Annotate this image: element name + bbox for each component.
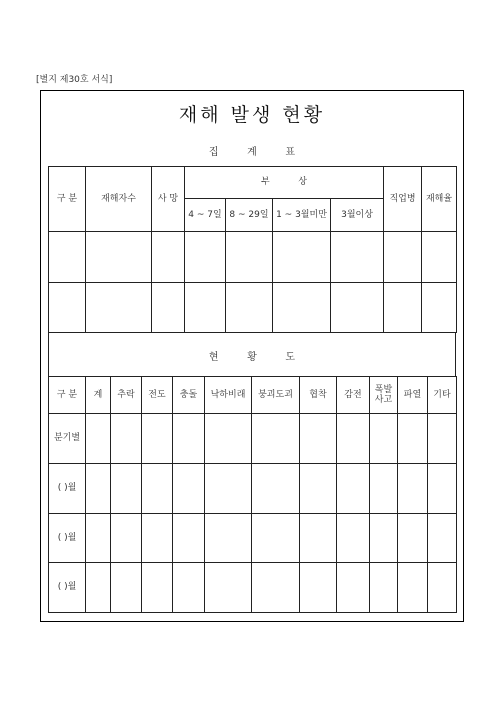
cell <box>205 514 252 563</box>
header-victims: 재해자수 <box>86 167 152 232</box>
cell <box>152 283 185 333</box>
cell <box>422 232 457 283</box>
header-other: 기타 <box>428 377 457 414</box>
cell <box>111 464 142 514</box>
cell <box>422 283 457 333</box>
cell <box>142 514 173 563</box>
summary-table <box>48 166 457 333</box>
cell <box>337 563 370 613</box>
cell <box>337 414 370 464</box>
cell <box>86 414 111 464</box>
cell <box>398 414 428 464</box>
row-label: 분기별 <box>49 414 86 464</box>
cell <box>370 563 398 613</box>
header-collision: 충돌 <box>173 377 205 414</box>
header-caught-in: 협착 <box>300 377 337 414</box>
cell <box>337 514 370 563</box>
cell <box>49 283 86 333</box>
cell <box>273 232 331 283</box>
cell <box>300 563 337 613</box>
cell <box>252 414 300 464</box>
cell <box>370 414 398 464</box>
status-caption: 현 황 도 <box>208 352 296 363</box>
cell <box>428 563 457 613</box>
header-overturn: 전도 <box>142 377 173 414</box>
cell <box>86 283 152 333</box>
cell <box>398 563 428 613</box>
form-title: 재해 발생 현황 <box>178 104 326 126</box>
row-label: ( )월 <box>49 514 86 563</box>
cell <box>86 514 111 563</box>
cell <box>86 563 111 613</box>
cell <box>331 232 384 283</box>
cell <box>300 414 337 464</box>
cell <box>331 283 384 333</box>
cell <box>384 232 422 283</box>
cell <box>252 514 300 563</box>
row-label: ( )월 <box>49 563 86 613</box>
cell <box>300 514 337 563</box>
summary-row <box>49 283 457 333</box>
cell <box>300 464 337 514</box>
cell <box>173 514 205 563</box>
cell <box>370 514 398 563</box>
header-injury-4-7days: 4 ~ 7일 <box>185 199 226 232</box>
summary-caption: 집 계 표 <box>208 147 296 158</box>
cell <box>252 563 300 613</box>
cell <box>205 563 252 613</box>
cell <box>428 464 457 514</box>
header-injury: 부 상 <box>185 167 384 199</box>
header-explosion: 폭발 사고 <box>370 377 398 414</box>
header-death: 사 망 <box>152 167 185 232</box>
header-total: 계 <box>86 377 111 414</box>
header-injury-8-29days: 8 ~ 29일 <box>226 199 273 232</box>
header-gubun: 구 분 <box>49 167 86 232</box>
cell <box>86 232 152 283</box>
cell <box>185 283 226 333</box>
header-falling-object: 낙하비래 <box>205 377 252 414</box>
cell <box>173 563 205 613</box>
status-row-month <box>49 563 457 613</box>
header-injury-1-3months: 1 ~ 3월미만 <box>273 199 331 232</box>
cell <box>111 414 142 464</box>
cell <box>86 464 111 514</box>
header-collapse: 붕괴도괴 <box>252 377 300 414</box>
header-fall: 추락 <box>111 377 142 414</box>
cell <box>152 232 185 283</box>
status-header-row <box>49 377 457 414</box>
cell <box>185 232 226 283</box>
cell <box>205 414 252 464</box>
form-number-label: [별지 제30호 서식] <box>36 75 113 85</box>
cell <box>428 414 457 464</box>
status-table <box>48 376 457 613</box>
status-row-month <box>49 464 457 514</box>
cell <box>142 464 173 514</box>
header-electric-shock: 감전 <box>337 377 370 414</box>
cell <box>226 232 273 283</box>
header-rupture: 파열 <box>398 377 428 414</box>
cell <box>173 464 205 514</box>
header-occupational-disease: 직업병 <box>384 167 422 232</box>
header-gubun: 구 분 <box>49 377 86 414</box>
cell <box>173 414 205 464</box>
cell <box>142 563 173 613</box>
cell <box>252 464 300 514</box>
header-injury-over-3months: 3월이상 <box>331 199 384 232</box>
cell <box>337 464 370 514</box>
cell <box>49 232 86 283</box>
cell <box>142 414 173 464</box>
cell <box>384 283 422 333</box>
cell <box>111 514 142 563</box>
cell <box>111 563 142 613</box>
summary-row <box>49 232 457 283</box>
cell <box>398 464 428 514</box>
cell <box>205 464 252 514</box>
cell <box>226 283 273 333</box>
cell <box>428 514 457 563</box>
header-accident-rate: 재해율 <box>422 167 457 232</box>
cell <box>370 464 398 514</box>
cell <box>273 283 331 333</box>
status-row-month <box>49 514 457 563</box>
status-row-quarter <box>49 414 457 464</box>
cell <box>398 514 428 563</box>
row-label: ( )월 <box>49 464 86 514</box>
